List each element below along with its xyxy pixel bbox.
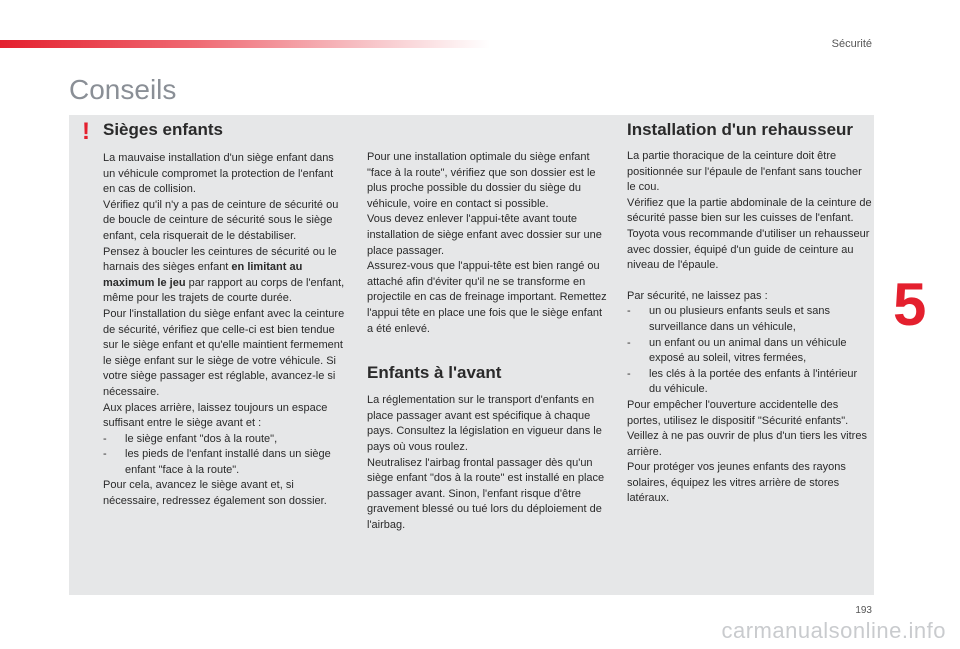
paragraph: La réglementation sur le transport d'enfants en place passager avant est spécifique à chaque pays. Consultez la législation en vigueur dans le pays où vous roulez. <box>367 394 602 453</box>
heading-booster: Installation d'un rehausseur <box>627 120 854 139</box>
paragraph: Par sécurité, ne laissez pas : <box>627 289 768 302</box>
page-number: 193 <box>855 605 872 616</box>
list-item: - un ou plusieurs enfants seuls et sans surveillance dans un véhicule, <box>627 304 872 335</box>
list-item: - un enfant ou un animal dans un véhicule exposé au soleil, vitres fermées, <box>627 336 872 367</box>
warning-icon: ! <box>82 118 90 145</box>
paragraph: Neutralisez l'airbag frontal passager dès qu'un siège enfant "dos à la route" est installé en place passager avant. Sinon, l'enfant risque d'être gravement blessé ou tué lors du déploiement de l'airbag. <box>367 456 605 531</box>
paragraph: Pour protéger vos jeunes enfants des rayons solaires, équipez les vitres arrière de stores latéraux. <box>627 461 846 505</box>
paragraph: La partie thoracique de la ceinture doit être positionnée sur l'épaule de l'enfant sans toucher le cou. <box>627 150 862 194</box>
column-booster <box>627 120 872 507</box>
watermark: carmanualsonline.info <box>721 618 946 643</box>
header-accent-bar <box>0 40 490 48</box>
paragraph: Assurez-vous que l'appui-tête est bien rangé ou attaché afin d'éviter qu'il ne se transforme en projectile en cas de freinage important. Remettez l'appui tête en place une fois que le siège enfant a été enlevé. <box>367 260 607 335</box>
paragraph: Pour l'installation du siège enfant avec la ceinture de sécurité, vérifiez que celle-ci est bien tendue sur le siège enfant et qu'elle maintient fermement le siège enfant sur le siège de votre véhicule. Si votre siège passager est réglable, avancez-le si nécessaire. <box>103 307 345 398</box>
chapter-number: 5 <box>893 271 927 338</box>
paragraph: Vous devez enlever l'appui-tête avant toute installation de siège enfant avec dossier sur une place passager. <box>367 213 602 257</box>
page-title: Conseils <box>69 74 177 105</box>
text: par rapport au corps de l'enfant, même pour les trajets de courte durée. <box>103 276 345 305</box>
emphasis-text: en limitant au maximum le jeu <box>103 261 303 289</box>
paragraph: Vérifiez que la partie abdominale de la ceinture de sécurité passe bien sur les cuisses de l'enfant. <box>627 196 872 225</box>
text: Pensez à boucler les ceintures de sécurité ou le harnais des sièges enfant <box>103 245 337 274</box>
paragraph: Aux places arrière, laissez toujours un espace suffisant entre le siège avant et : <box>103 401 328 430</box>
heading-front-children: Enfants à l'avant <box>367 363 502 383</box>
paragraph-fasten <box>103 245 348 307</box>
paragraph: Pour cela, avancez le siège avant et, si nécessaire, redressez également son dossier. <box>103 479 327 508</box>
bullet-list <box>103 432 348 479</box>
list-item: - le siège enfant "dos à la route", <box>103 432 348 448</box>
list-item: - les clés à la portée des enfants à l'intérieur du véhicule. <box>627 367 872 398</box>
paragraph: Vérifiez qu'il n'y a pas de ceinture de sécurité ou de boucle de ceinture de sécurité sous le siège enfant, cela risquerait de le déstabiliser. <box>103 198 339 242</box>
section-label: Sécurité <box>831 38 872 50</box>
column-child-seats <box>103 120 348 510</box>
heading-child-seats: Sièges enfants <box>103 120 223 139</box>
spacer <box>627 274 872 289</box>
column-front-seat <box>367 150 607 533</box>
list-item: - les pieds de l'enfant installé dans un siège enfant "face à la route". <box>103 447 348 478</box>
paragraph: Pour une installation optimale du siège enfant "face à la route", vérifiez que son dossier est le plus proche possible du dossier du siège du véhicule, voire en contact si possible. <box>367 151 596 210</box>
paragraph: Veillez à ne pas ouvrir de plus d'un tiers les vitres arrière. <box>627 430 867 458</box>
bullet-list <box>627 304 872 398</box>
paragraph: La mauvaise installation d'un siège enfant dans un véhicule compromet la protection de l'enfant en cas de collision. <box>103 152 334 196</box>
paragraph: Toyota vous recommande d'utiliser un rehausseur avec dossier, équipé d'un guide de ceinture au niveau de l'épaule. <box>627 227 870 272</box>
paragraph: Pour empêcher l'ouverture accidentelle des portes, utilisez le dispositif "Sécurité enfants". <box>627 398 849 427</box>
